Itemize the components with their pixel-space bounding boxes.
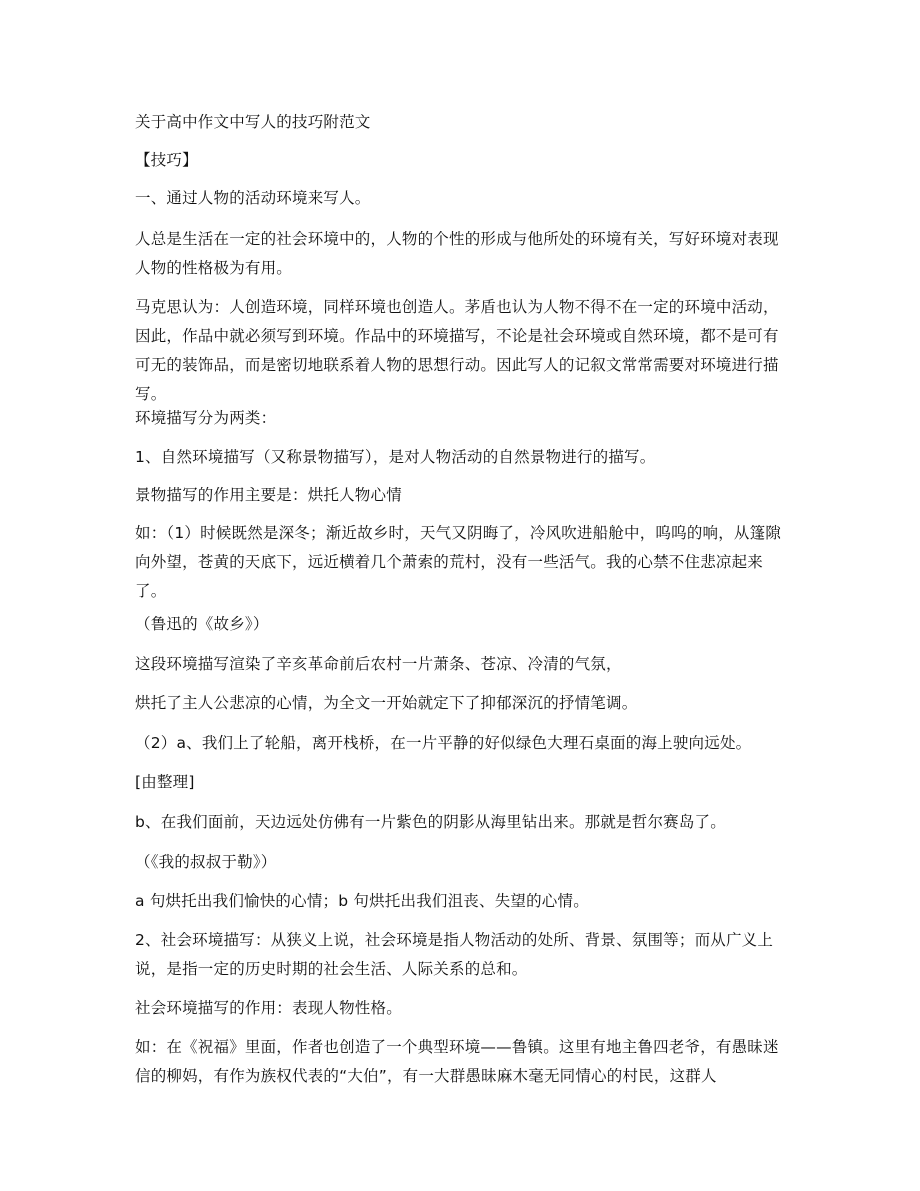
- paragraph-scenery-function: 景物描写的作用主要是：烘托人物心情: [135, 486, 402, 504]
- paragraph-marx: 马克思认为：人创造环境，同样环境也创造人。茅盾也认为人物不得不在一定的环境中活动，因此，作品中就必须写到环境。作品中的环境描写，不论是社会环境或自然环境，都不是可有可无的装饰品，而是密切地联系着人物的思想行动。因此写人的记叙文常常需要对环境进行描写。: [135, 298, 779, 403]
- paragraph-two-types: 环境描写分为两类：: [135, 409, 277, 427]
- example-2b: b、在我们面前，天边远处仿佛有一片紫色的阴影从海里钻出来。那就是哲尔赛岛了。: [135, 813, 726, 831]
- example-zhufu: 如：在《祝福》里面，作者也创造了一个典型环境——鲁镇。这里有地主鲁四老爷，有愚昧迷信的柳妈，有作为族权代表的“大伯”，有一大群愚昧麻木毫无同情心的村民，这群人: [135, 1038, 779, 1085]
- source-uncle-jules: （《我的叔叔于勒》）: [135, 853, 277, 871]
- example-1: 如：（1）时候既然是深冬；渐近故乡时，天气又阴晦了，冷风吹进船舱中，呜呜的响，从篷隙向外望，苍黄的天底下，远近横着几个萧索的荒村，没有一些活气。我的心禁不住悲凉起来了。: [135, 524, 782, 600]
- document-title: 关于高中作文中写人的技巧附范文: [135, 113, 371, 131]
- analysis-3: a 句烘托出我们愉快的心情；b 句烘托出我们沮丧、失望的心情。: [135, 892, 589, 910]
- paragraph-intro: 人总是生活在一定的社会环境中的，人物的个性的形成与他所处的环境有关，写好环境对表现人物的性格极为有用。: [135, 230, 779, 277]
- heading-social-environment: 2、社会环境描写：从狭义上说，社会环境是指人物活动的处所、背景、氛围等；而从广义上说，是指一定的历史时期的社会生活、人际关系的总和。: [135, 931, 774, 978]
- heading-natural-environment: 1、自然环境描写（又称景物描写），是对人物活动的自然景物进行的描写。: [135, 448, 656, 466]
- heading-environment: 一、通过人物的活动环境来写人。: [135, 189, 371, 207]
- example-2a: （2）a、我们上了轮船，离开栈桥，在一片平静的好似绿色大理石桌面的海上驶向远处。: [135, 734, 752, 752]
- analysis-2: 烘托了主人公悲凉的心情，为全文一开始就定下了抑郁深沉的抒情笔调。: [135, 694, 638, 712]
- source-guxiang: （鲁迅的《故乡》）: [135, 615, 269, 633]
- note-compiled: [由整理]: [135, 773, 195, 791]
- analysis-1: 这段环境描写渲染了辛亥革命前后农村一片萧条、苍凉、冷清的气氛，: [135, 655, 622, 673]
- paragraph-social-function: 社会环境描写的作用：表现人物性格。: [135, 999, 402, 1017]
- section-heading-tips: 【技巧】: [135, 151, 198, 169]
